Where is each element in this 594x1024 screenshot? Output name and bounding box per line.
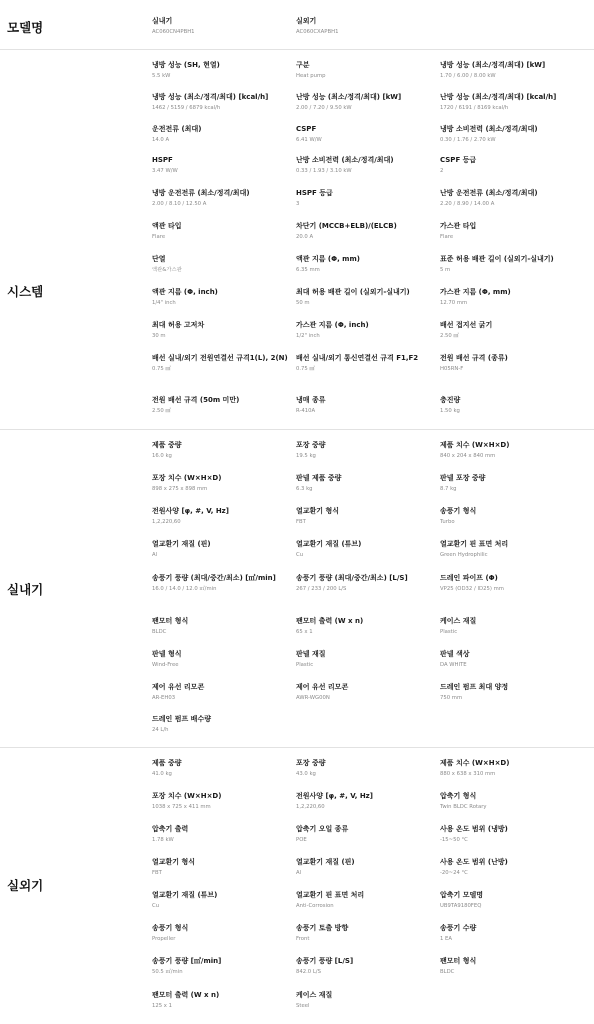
spec-item [152, 616, 298, 636]
spec-label: 열교환기 형식 [296, 507, 340, 515]
spec-value: 1/2" inch [296, 333, 320, 339]
spec-item [440, 791, 586, 811]
spec-item [152, 92, 298, 112]
spec-item [152, 890, 298, 910]
spec-label: 전원 배선 규격 (50m 미만) [152, 396, 240, 404]
spec-item [152, 395, 298, 415]
spec-value: 2.00 / 8.10 / 12.50 A [152, 201, 207, 207]
spec-value: 2 [440, 168, 444, 174]
spec-label: 열교환기 형식 [152, 858, 196, 866]
spec-value: 6.35 mm [296, 267, 320, 273]
spec-item [152, 539, 298, 559]
spec-item [440, 857, 586, 877]
spec-value: 24 L/h [152, 727, 169, 733]
spec-value: POE [296, 837, 307, 843]
spec-item [152, 320, 298, 340]
spec-item [152, 155, 298, 175]
spec-value: 14.0 A [152, 137, 170, 143]
spec-item [152, 791, 298, 811]
spec-item [440, 287, 586, 307]
spec-item [440, 682, 586, 702]
spec-value: UB9TA9180FEQ [440, 903, 482, 909]
spec-item [296, 923, 442, 943]
spec-label: 열교환기 재질 (핀) [152, 540, 211, 548]
spec-item [152, 714, 298, 734]
spec-value: 2.20 / 8.90 / 14.00 A [440, 201, 495, 207]
spec-label: 제품 중량 [152, 759, 182, 767]
spec-label: 송풍기 토출 방향 [296, 924, 349, 932]
spec-item [296, 60, 442, 80]
spec-value: 6.41 W/W [296, 137, 322, 143]
spec-item [296, 890, 442, 910]
spec-label: 단열 [152, 255, 166, 263]
spec-label: 송풍기 형식 [152, 924, 189, 932]
spec-label: 냉방 성능 (최소/정격/최대) [kcal/h] [152, 93, 269, 101]
spec-label: 난방 성능 (최소/정격/최대) [kW] [296, 93, 402, 101]
spec-label: 전원사양 [φ, #, V, Hz] [296, 792, 373, 800]
spec-label: 액관 지름 (Φ, mm) [296, 255, 360, 263]
spec-value: Green Hydrophilic [440, 552, 488, 558]
spec-value: Cu [296, 552, 304, 558]
spec-item [152, 188, 298, 208]
spec-item [152, 649, 298, 669]
spec-value: 65 x 1 [296, 629, 313, 635]
spec-value: 0.30 / 1.76 / 2.70 kW [440, 137, 496, 143]
section-model [0, 0, 594, 50]
spec-label: 난방 소비전력 (최소/정격/최대) [296, 156, 394, 164]
spec-value: AC060CXAPBH1 [296, 29, 339, 35]
spec-item [440, 254, 586, 274]
spec-value: 3.47 W/W [152, 168, 178, 174]
spec-item [152, 923, 298, 943]
spec-label: 포장 중량 [296, 759, 326, 767]
spec-item [296, 155, 442, 175]
spec-value: 41.0 kg [152, 771, 172, 777]
spec-value: 1462 / 5159 / 6879 kcal/h [152, 105, 221, 111]
spec-item [440, 92, 586, 112]
spec-label: 액관 타입 [152, 222, 182, 230]
spec-label: 송풍기 풍량 [㎥/min] [152, 957, 222, 965]
spec-item [296, 221, 442, 241]
section-system [0, 50, 594, 430]
spec-item [152, 440, 298, 460]
spec-item [152, 682, 298, 702]
spec-value: 267 / 233 / 200 L/S [296, 586, 347, 592]
spec-value: Cu [152, 903, 160, 909]
spec-label: 송풍기 풍량 (최대/중간/최소) [L/S] [296, 574, 408, 582]
spec-value: Front [296, 936, 310, 942]
spec-label: 팬모터 형식 [440, 957, 477, 965]
spec-label: 열교환기 핀 표면 처리 [296, 891, 365, 899]
spec-value: 840 x 204 x 840 mm [440, 453, 496, 459]
spec-label: 드레인 파이프 (Φ) [440, 574, 498, 582]
spec-value: AWR-WG00N [296, 695, 330, 701]
spec-value: 898 x 275 x 898 mm [152, 486, 208, 492]
spec-label: 냉방 성능 (최소/정격/최대) [kW] [440, 61, 546, 69]
spec-value: 19.5 kg [296, 453, 316, 459]
spec-value: Heat pump [296, 73, 326, 79]
spec-value: 2.00 / 7.20 / 9.50 kW [296, 105, 352, 111]
spec-item [296, 506, 442, 526]
spec-value: 0.75 ㎟ [296, 366, 315, 372]
spec-item [296, 616, 442, 636]
spec-value: BLDC [152, 629, 167, 635]
spec-label: 배선 접지선 굵기 [440, 321, 493, 329]
spec-label: 가스관 타입 [440, 222, 477, 230]
spec-item [440, 649, 586, 669]
spec-value: FBT [152, 870, 162, 876]
spec-value: 125 x 1 [152, 1003, 172, 1009]
spec-label: 포장 치수 (W×H×D) [152, 792, 222, 800]
spec-value: 750 mm [440, 695, 463, 701]
spec-value: 16.0 / 14.0 / 12.0 ㎥/min [152, 586, 217, 592]
spec-item [296, 990, 442, 1010]
spec-item [296, 956, 442, 976]
spec-value: 3 [296, 201, 300, 207]
spec-label: 열교환기 핀 표면 처리 [440, 540, 509, 548]
spec-value: -15~50 °C [440, 837, 468, 843]
spec-value: 1,2,220,60 [296, 804, 325, 810]
spec-label: 충진량 [440, 396, 461, 404]
spec-item [296, 92, 442, 112]
spec-item [296, 824, 442, 844]
spec-value: FBT [296, 519, 306, 525]
spec-label: 송풍기 풍량 [L/S] [296, 957, 354, 965]
spec-item [152, 254, 298, 274]
spec-label: 드레인 펌프 배수량 [152, 715, 211, 723]
spec-item [296, 473, 442, 493]
spec-item [440, 155, 586, 175]
spec-item [440, 506, 586, 526]
spec-item [296, 539, 442, 559]
spec-value: H05RN-F [440, 366, 464, 372]
spec-label: 최대 허용 배관 길이 (실외기-실내기) [296, 288, 410, 296]
spec-value: 1.78 kW [152, 837, 174, 843]
spec-label: 가스관 지름 (Φ, inch) [296, 321, 369, 329]
spec-label: 판넬 색상 [440, 650, 470, 658]
spec-item [440, 60, 586, 80]
spec-item [440, 320, 586, 340]
spec-label: 포장 중량 [296, 441, 326, 449]
spec-item [152, 473, 298, 493]
spec-label: 팬모터 형식 [152, 617, 189, 625]
spec-item [152, 956, 298, 976]
spec-value: AR-EH03 [152, 695, 176, 701]
spec-value: 1,2,220,60 [152, 519, 181, 525]
spec-item [296, 649, 442, 669]
spec-item [440, 440, 586, 460]
spec-label: 송풍기 수량 [440, 924, 477, 932]
section-indoor [0, 430, 594, 748]
spec-item [440, 473, 586, 493]
spec-item [296, 440, 442, 460]
spec-value: AC060CN4PBH1 [152, 29, 195, 35]
spec-item [296, 682, 442, 702]
spec-value: 1720 / 6191 / 8169 kcal/h [440, 105, 509, 111]
spec-item [296, 758, 442, 778]
spec-value: Wind-Free [152, 662, 179, 668]
spec-label: 전원사양 [φ, #, V, Hz] [152, 507, 229, 515]
spec-label: 압축기 모델명 [440, 891, 484, 899]
spec-value: Flare [440, 234, 454, 240]
spec-value: 50.5 ㎥/min [152, 969, 183, 975]
spec-value: 1.50 kg [440, 408, 460, 414]
spec-value: 1 EA [440, 936, 453, 942]
spec-label: 제품 치수 (W×H×D) [440, 759, 510, 767]
spec-label: 압축기 형식 [440, 792, 477, 800]
spec-value: 6.3 kg [296, 486, 313, 492]
spec-label: 전원 배선 규격 (종류) [440, 354, 508, 362]
spec-label: 제어 유선 리모콘 [296, 683, 349, 691]
spec-value: 5 m [440, 267, 451, 273]
spec-item [440, 124, 586, 144]
spec-item [152, 824, 298, 844]
spec-value: Plastic [440, 629, 458, 635]
spec-value: Anti-Corrosion [296, 903, 334, 909]
spec-label: 압축기 오일 종류 [296, 825, 349, 833]
spec-value: Twin BLDC Rotary [440, 804, 487, 810]
spec-label: 판넬 포장 중량 [440, 474, 486, 482]
spec-item [440, 221, 586, 241]
spec-item [152, 60, 298, 80]
spec-value: 1/4" inch [152, 300, 176, 306]
spec-label: 드레인 펌프 최대 양정 [440, 683, 509, 691]
spec-value: 50 m [296, 300, 310, 306]
spec-item [296, 124, 442, 144]
spec-item [152, 758, 298, 778]
spec-label: 열교환기 재질 (튜브) [296, 540, 362, 548]
spec-label: 배선 실내/외기 전원연결선 규격1(L), 2(N) [152, 354, 288, 362]
spec-item [296, 573, 442, 593]
spec-item [296, 287, 442, 307]
spec-value: 20.0 A [296, 234, 314, 240]
section-outdoor [0, 748, 594, 1024]
spec-label: 사용 온도 범위 (난방) [440, 858, 508, 866]
spec-item [152, 221, 298, 241]
spec-item [440, 539, 586, 559]
spec-item [440, 395, 586, 415]
spec-label: 실외기 [296, 17, 317, 25]
section-title: 모델명 [7, 20, 44, 35]
spec-label: 제품 치수 (W×H×D) [440, 441, 510, 449]
spec-label: 배선 실내/외기 통신연결선 규격 F1,F2 [296, 354, 419, 362]
spec-value: Turbo [440, 519, 455, 525]
spec-value: 30 m [152, 333, 166, 339]
spec-item [152, 857, 298, 877]
spec-label: 포장 치수 (W×H×D) [152, 474, 222, 482]
spec-label: 가스관 지름 (Φ, mm) [440, 288, 511, 296]
spec-label: 제어 유선 리모콘 [152, 683, 205, 691]
spec-value: Plastic [296, 662, 314, 668]
spec-value: 12.70 mm [440, 300, 468, 306]
spec-item [440, 616, 586, 636]
spec-value: Al [152, 552, 158, 558]
spec-label: CSPF [296, 125, 317, 133]
spec-value: 0.33 / 1.93 / 3.10 kW [296, 168, 352, 174]
spec-value: Al [296, 870, 302, 876]
spec-label: 차단기 (MCCB+ELB)/(ELCB) [296, 222, 397, 230]
spec-value: Propeller [152, 936, 176, 942]
spec-item [440, 890, 586, 910]
spec-label: 판넬 제품 중량 [296, 474, 342, 482]
spec-value: 액관&가스관 [152, 267, 182, 273]
section-title: 시스템 [7, 284, 44, 299]
spec-item [440, 353, 586, 373]
spec-value: 16.0 kg [152, 453, 172, 459]
spec-label: 실내기 [152, 17, 173, 25]
spec-label: 송풍기 풍량 (최대/중간/최소) [㎥/min] [152, 574, 276, 582]
spec-value: 0.75 ㎟ [152, 366, 171, 372]
spec-item [152, 353, 298, 373]
spec-value: 880 x 638 x 310 mm [440, 771, 496, 777]
spec-item [296, 395, 442, 415]
spec-value: 1.70 / 6.00 / 8.00 kW [440, 73, 496, 79]
spec-label: 냉매 종류 [296, 396, 326, 404]
spec-item [152, 124, 298, 144]
spec-label: 팬모터 출력 (W x n) [296, 617, 364, 625]
spec-label: 열교환기 재질 (핀) [296, 858, 355, 866]
spec-label: 판넬 형식 [152, 650, 182, 658]
spec-item [296, 254, 442, 274]
spec-label: 난방 성능 (최소/정격/최대) [kcal/h] [440, 93, 557, 101]
spec-value: 2.50 ㎟ [440, 333, 459, 339]
spec-label: 운전전류 (최대) [152, 125, 202, 133]
spec-item [296, 857, 442, 877]
spec-item [152, 287, 298, 307]
spec-value: DA WHITE [440, 662, 467, 668]
spec-label: 케이스 재질 [440, 617, 477, 625]
spec-item [296, 353, 442, 373]
spec-item [296, 791, 442, 811]
spec-value: 5.5 kW [152, 73, 171, 79]
spec-value: 43.0 kg [296, 771, 316, 777]
spec-label: 압축기 출력 [152, 825, 189, 833]
spec-label: 구분 [296, 61, 310, 69]
spec-label: 케이스 재질 [296, 991, 333, 999]
spec-item [296, 188, 442, 208]
spec-label: 표준 허용 배관 길이 (실외기-실내기) [440, 255, 554, 263]
spec-label: 액관 지름 (Φ, inch) [152, 288, 218, 296]
spec-label: 제품 중량 [152, 441, 182, 449]
spec-label: 사용 온도 범위 (냉방) [440, 825, 508, 833]
spec-item [152, 573, 298, 593]
spec-item [440, 573, 586, 593]
spec-value: 2.50 ㎟ [152, 408, 171, 414]
spec-label: 냉방 성능 (SH, 현열) [152, 61, 220, 69]
spec-label: 판넬 재질 [296, 650, 326, 658]
spec-item [440, 956, 586, 976]
spec-value: BLDC [440, 969, 455, 975]
spec-item [440, 188, 586, 208]
spec-label: 냉방 소비전력 (최소/정격/최대) [440, 125, 538, 133]
spec-item [440, 824, 586, 844]
spec-value: 1038 x 725 x 411 mm [152, 804, 211, 810]
spec-value: VP25 (OD32 / ID25) mm [440, 586, 504, 592]
spec-item [440, 758, 586, 778]
spec-item [296, 320, 442, 340]
spec-value: 842.0 L/S [296, 969, 321, 975]
spec-label: 난방 운전전류 (최소/정격/최대) [440, 189, 538, 197]
spec-label: 팬모터 출력 (W x n) [152, 991, 220, 999]
section-title: 실내기 [7, 582, 44, 597]
spec-label: 냉방 운전전류 (최소/정격/최대) [152, 189, 250, 197]
spec-label: 최대 허용 고저차 [152, 321, 205, 329]
section-title: 실외기 [7, 878, 44, 893]
spec-label: 열교환기 재질 (튜브) [152, 891, 218, 899]
spec-item [152, 506, 298, 526]
spec-item [152, 16, 298, 36]
spec-value: Flare [152, 234, 166, 240]
spec-item [440, 923, 586, 943]
spec-label: HSPF 등급 [296, 189, 333, 197]
spec-label: CSPF 등급 [440, 156, 477, 164]
spec-value: 8.7 kg [440, 486, 457, 492]
spec-label: 송풍기 형식 [440, 507, 477, 515]
spec-value: R-410A [296, 408, 316, 414]
spec-value: Steel [296, 1003, 310, 1009]
spec-value: -20~24 °C [440, 870, 468, 876]
spec-item [152, 990, 298, 1010]
spec-label: HSPF [152, 156, 173, 164]
spec-item [296, 16, 442, 36]
